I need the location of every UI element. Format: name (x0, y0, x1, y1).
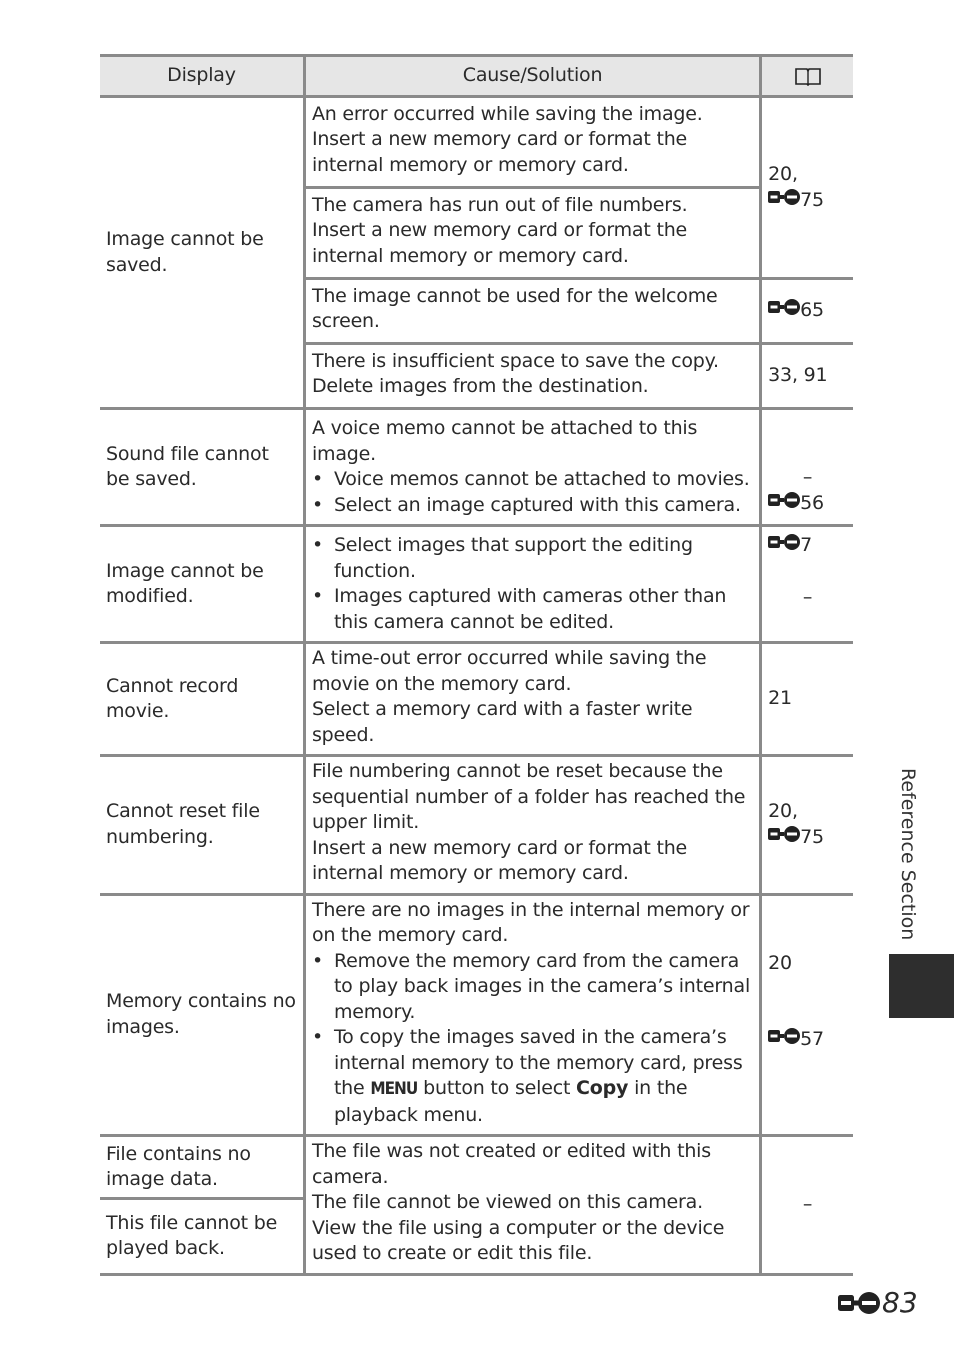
reference-e-icon (768, 188, 800, 206)
display-text: Cannot record movie. (106, 674, 239, 722)
reference-e-icon (768, 533, 800, 551)
page-ref: – (802, 1193, 813, 1215)
cause-text: There is insufficient space to save the copy. Delete images from the destination. (311, 349, 719, 397)
cause-text: The image cannot be used for the welcome screen. (311, 284, 718, 332)
list-item-text: To copy the images saved in the camera’s internal memory to the memory card, press the (333, 1026, 743, 1099)
cause-text: A time-out error occurred while saving the movie on the memory card. Select a memory card with a faster write speed. (311, 647, 707, 746)
list-item: • Voice memos cannot be attached to movies. (312, 467, 753, 493)
error-message-table (100, 54, 853, 1276)
cause-text: An error occurred while saving the image. Insert a new memory card or format the internal memory or memory card. (311, 102, 703, 176)
bullet-list (312, 949, 753, 1129)
page-number-ref: 65 (800, 299, 824, 322)
cause-text: The camera has run out of file numbers. Insert a new memory card or format the internal memory or memory card. (311, 193, 688, 267)
reference-e-icon (768, 298, 800, 316)
page-cell (762, 527, 853, 644)
header-cause-solution: Cause/Solution (306, 54, 762, 98)
page-cell (762, 896, 853, 1138)
header-page-reference (762, 54, 853, 98)
list-item (312, 1025, 753, 1128)
cause-cell (306, 98, 762, 189)
cause-cell (306, 527, 762, 644)
bullet-list (312, 533, 753, 635)
display-text: Memory contains no images. (106, 990, 296, 1038)
display-cell (100, 896, 306, 1138)
page-cell (762, 98, 853, 280)
display-cell (100, 527, 306, 644)
cause-cell (306, 757, 762, 896)
reference-e-icon (768, 1027, 800, 1045)
page-number (838, 1286, 918, 1319)
page-cell (762, 345, 853, 410)
page-number-ref: 75 (800, 825, 824, 848)
display-text: Image cannot be saved. (106, 228, 264, 276)
list-item-text: button to select (423, 1077, 571, 1099)
display-text: This file cannot be played back. (106, 1211, 278, 1260)
page-number-ref: 7 (800, 534, 813, 556)
page-ref (768, 1027, 824, 1053)
list-item: • Select images that support the editing function. (312, 533, 753, 584)
header-display: Display (100, 54, 306, 98)
page-ref (768, 491, 824, 517)
reference-e-icon (838, 1291, 880, 1315)
table-header-row (100, 54, 853, 98)
book-icon (794, 66, 822, 86)
page-cell (762, 757, 853, 896)
page-ref: – (802, 466, 813, 488)
display-text: File contains no image data. (106, 1142, 251, 1191)
page-cell (762, 280, 853, 345)
copy-option-label: Copy (576, 1077, 629, 1099)
cause-text: File numbering cannot be reset because the sequential number of a folder has reached the upper limit. Insert a new memory card or format the internal memory or memory card. (311, 760, 746, 884)
list-item: • Remove the memory card from the camera to play back images in the camera’s internal memory. (312, 949, 753, 1026)
cause-text: There are no images in the internal memory or on the memory card. (311, 898, 750, 946)
bullet-list (312, 467, 753, 518)
page-number-text: 83 (882, 1286, 918, 1319)
page-cell (762, 644, 853, 757)
cause-cell (306, 1137, 762, 1276)
page-number-ref: 75 (800, 188, 824, 211)
display-cell (100, 1137, 306, 1200)
page-ref: 21 (768, 687, 792, 710)
table-row (100, 410, 853, 527)
page-ref: – (802, 585, 813, 608)
page-cell (762, 410, 853, 527)
cause-cell (306, 280, 762, 345)
page-ref (768, 825, 824, 851)
reference-e-icon (768, 491, 800, 509)
side-tab-block (889, 954, 954, 1018)
page-ref: 20, (768, 163, 798, 185)
side-tab-text: Reference Section (897, 768, 919, 941)
page-ref (768, 298, 824, 324)
table-row (100, 1137, 853, 1200)
cause-cell (306, 896, 762, 1138)
list-item-text: in the playback menu. (333, 1077, 688, 1126)
page-ref: 20, (768, 800, 798, 823)
display-text: Image cannot be modified. (106, 559, 264, 607)
cause-cell (306, 410, 762, 527)
page-number-ref: 56 (800, 491, 824, 514)
side-tab-label (895, 768, 925, 941)
cause-cell (306, 644, 762, 757)
display-cell (100, 757, 306, 896)
page-ref (768, 533, 812, 559)
reference-e-icon (768, 825, 800, 843)
table-row (100, 98, 853, 189)
cause-cell (306, 345, 762, 410)
page-cell (762, 1137, 853, 1276)
table-row (100, 896, 853, 1138)
page-ref: 20 (768, 951, 792, 974)
cause-text: A voice memo cannot be attached to this image. (311, 417, 698, 465)
page-ref (768, 188, 824, 214)
display-cell (100, 1200, 306, 1275)
menu-button-label: MENU (370, 1079, 418, 1099)
display-cell (100, 644, 306, 757)
display-text: Sound file cannot be saved. (106, 442, 269, 490)
table-row (100, 757, 853, 896)
page-number-ref: 57 (800, 1028, 824, 1050)
page-ref: 33, 91 (768, 364, 828, 387)
display-cell (100, 410, 306, 527)
display-text: Cannot reset file numbering. (106, 800, 260, 848)
display-cell (100, 98, 306, 410)
cause-cell (306, 189, 762, 280)
list-item: • Images captured with cameras other than this camera cannot be edited. (312, 584, 753, 635)
table-row (100, 527, 853, 644)
list-item: • Select an image captured with this camera. (312, 493, 753, 519)
table-row (100, 644, 853, 757)
cause-text: The file was not created or edited with this camera. The file cannot be viewed on this camera. View the file using a computer or the device used to create or edit this file. (311, 1140, 725, 1264)
